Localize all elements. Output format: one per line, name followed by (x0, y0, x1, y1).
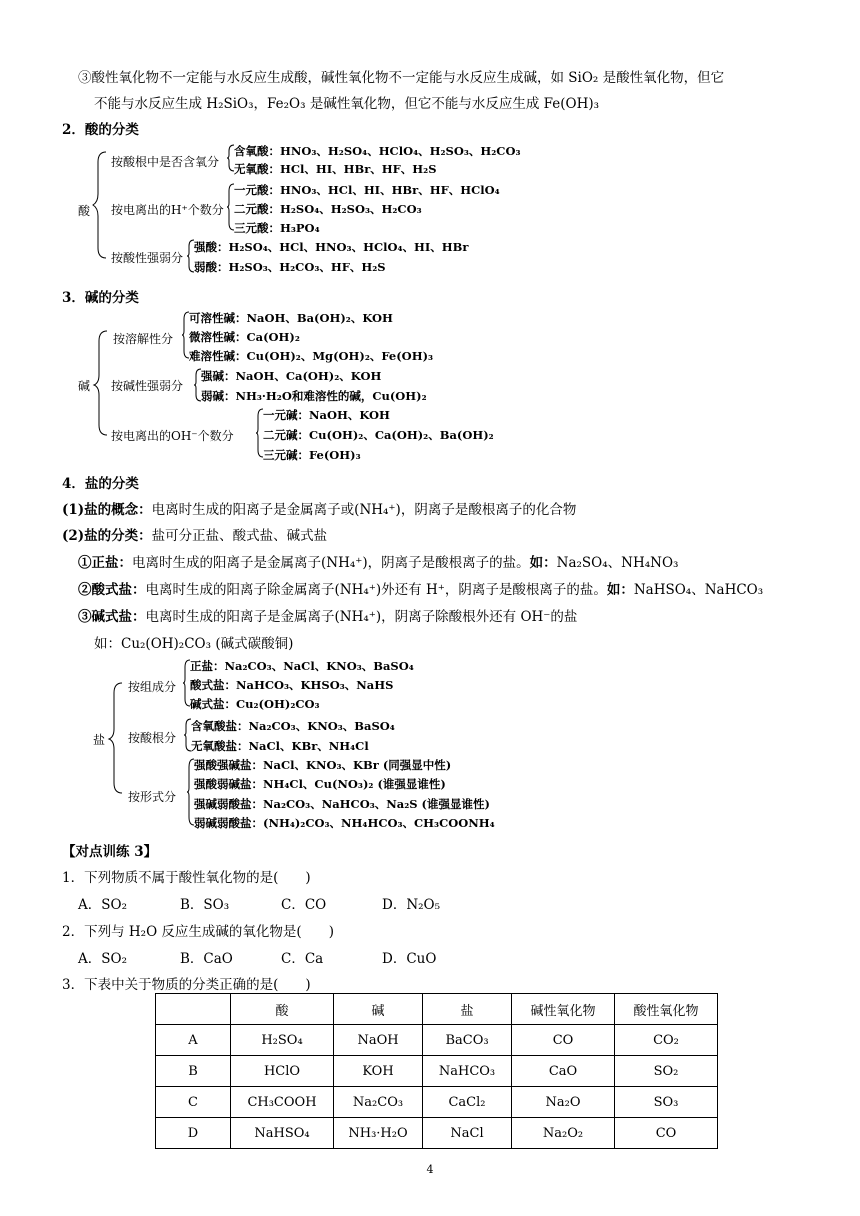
acid-strong: 强酸：H₂SO₄、HCl、HNO₃、HClO₄、HI、HBr (194, 240, 469, 254)
question-2: 2．下列与 H₂O 反应生成碱的氧化物是( ) (62, 924, 334, 940)
table-cell: NaHCO₃ (423, 1056, 512, 1087)
salt-normal (78, 551, 678, 571)
salt-cls-text: 盐可分正盐、酸式盐、碱式盐 (151, 528, 328, 544)
question-1: 1．下列物质不属于酸性氧化物的是( ) (62, 870, 311, 886)
intro-line-2: 不能与水反应生成 H₂SiO₃，Fe₂O₃ 是碱性氧化物，但它不能与水反应生成 Fe(OH)₃ (94, 96, 600, 112)
salt-normal-text: 电离时生成的阳离子是金属离子(NH₄⁺)，阴离子是酸根离子的盐。 (132, 555, 530, 571)
base-insoluble: 难溶性碱：Cu(OH)₂、Mg(OH)₂、Fe(OH)₃ (189, 349, 434, 363)
salt-group-acid-radical: 按酸根分 (128, 731, 177, 745)
salt-oxo-salts: 含氧酸盐：Na₂CO₃、KNO₃、BaSO₄ (191, 719, 395, 733)
acid-group-strength: 按酸性强弱分 (111, 251, 184, 265)
salt-acid-label: ②酸式盐： (78, 582, 146, 598)
table-header-cell: 盐 (423, 994, 512, 1025)
page-number: 4 (426, 1163, 434, 1176)
salt-root: 盐 (93, 733, 106, 747)
classification-table (155, 993, 718, 1149)
salt-strong-acid-strong-base: 强酸强碱盐：NaCl、KNO₃、KBr (同强显中性) (194, 758, 452, 772)
table-cell: HClO (231, 1056, 334, 1087)
table-cell: CO₂ (615, 1025, 718, 1056)
table-cell: CaCl₂ (423, 1087, 512, 1118)
salt-basic-text: 电离时生成的阳离子是金属离子(NH₄⁺)，阴离子除酸根外还有 OH⁻的盐 (145, 609, 578, 625)
q2-option-a[interactable]: A．SO₂ (78, 951, 127, 967)
table-cell: BaCO₃ (423, 1025, 512, 1056)
base-brace-main (93, 329, 113, 437)
table-cell: KOH (334, 1056, 423, 1087)
q1-option-c[interactable]: C．CO (281, 897, 327, 913)
salt-strong-acid-weak-base: 强酸弱碱盐：NH₄Cl、Cu(NO₃)₂ (谁强显谁性) (194, 777, 446, 791)
q2-option-d[interactable]: D．CuO (382, 951, 437, 967)
table-header-cell: 酸 (231, 994, 334, 1025)
base-monoacidic: 一元碱：NaOH、KOH (263, 408, 390, 422)
table-header-row (156, 994, 718, 1025)
table-cell: Na₂CO₃ (334, 1087, 423, 1118)
salt-classification (62, 524, 327, 544)
salt-heading: 4．盐的分类 (62, 476, 139, 492)
table-cell: Na₂O₂ (512, 1118, 615, 1149)
table-cell: CO (615, 1118, 718, 1149)
table-cell: B (156, 1056, 231, 1087)
intro-line-1: ③酸性氧化物不一定能与水反应生成酸，碱性氧化物不一定能与水反应生成碱，如 SiO₂ 是酸性氧化物，但它 (78, 70, 725, 86)
base-diacidic: 二元碱：Cu(OH)₂、Ca(OH)₂、Ba(OH)₂ (263, 428, 494, 442)
salt-basic-label: ③碱式盐： (78, 609, 146, 625)
table-cell: CH₃COOH (231, 1087, 334, 1118)
base-heading: 3．碱的分类 (62, 290, 139, 306)
base-root: 碱 (78, 379, 91, 393)
salt-weak-base-weak-acid: 弱碱弱酸盐：(NH₄)₂CO₃、NH₄HCO₃、CH₃COONH₄ (194, 816, 495, 830)
base-soluble: 可溶性碱：NaOH、Ba(OH)₂、KOH (189, 311, 393, 325)
acid-triprotic: 三元酸：H₃PO₄ (234, 221, 320, 235)
base-group-ohminus: 按电离出的OH⁻个数分 (111, 429, 234, 443)
acid-diprotic: 二元酸：H₂SO₄、H₂SO₃、H₂CO₃ (234, 202, 422, 216)
salt-acid-text: 电离时生成的阳离子除金属离子(NH₄⁺)外还有 H⁺，阴离子是酸根离子的盐。 (145, 582, 607, 598)
salt-concept-text: 电离时生成的阳离子是金属离子或(NH₄⁺)，阴离子是酸根离子的化合物 (151, 502, 577, 518)
salt-acid (78, 578, 763, 598)
q1-option-b[interactable]: B．SO₃ (180, 897, 230, 913)
base-group-strength: 按碱性强弱分 (111, 379, 184, 393)
table-header-cell: 酸性氧化物 (615, 994, 718, 1025)
table-row (156, 1087, 718, 1118)
salt-group-form: 按形式分 (128, 790, 177, 804)
table-cell: H₂SO₄ (231, 1025, 334, 1056)
salt-basic (78, 605, 577, 625)
table-row (156, 1025, 718, 1056)
q2-option-c[interactable]: C．Ca (281, 951, 324, 967)
table-cell: D (156, 1118, 231, 1149)
table-row (156, 1056, 718, 1087)
base-slightly-soluble: 微溶性碱：Ca(OH)₂ (189, 330, 300, 344)
acid-brace-main (92, 150, 112, 260)
question-3: 3．下表中关于物质的分类正确的是( ) (62, 977, 311, 993)
acid-heading: 2．酸的分类 (62, 122, 139, 138)
table-cell: Na₂O (512, 1087, 615, 1118)
salt-basic-salts: 碱式盐：Cu₂(OH)₂CO₃ (190, 697, 320, 711)
table-cell: CO (512, 1025, 615, 1056)
acid-group-hplus: 按电离出的H⁺个数分 (111, 203, 224, 217)
table-cell: CaO (512, 1056, 615, 1087)
acid-root: 酸 (78, 204, 91, 218)
acid-monoprotic: 一元酸：HNO₃、HCl、HI、HBr、HF、HClO₄ (234, 183, 500, 197)
salt-group-composition: 按组成分 (128, 680, 177, 694)
salt-normal-ex: Na₂SO₄、NH₄NO₃ (556, 555, 679, 571)
table-cell: SO₂ (615, 1056, 718, 1087)
table-cell: NaCl (423, 1118, 512, 1149)
acid-group-oxygen: 按酸根中是否含氧分 (111, 155, 220, 169)
base-strong: 强碱：NaOH、Ca(OH)₂、KOH (201, 369, 382, 383)
salt-concept-label: (1)盐的概念： (62, 502, 152, 518)
salt-concept (62, 498, 576, 518)
base-group-solubility: 按溶解性分 (113, 332, 174, 346)
acid-oxo-acids: 含氧酸：HNO₃、H₂SO₄、HClO₄、H₂SO₃、H₂CO₃ (234, 144, 521, 158)
table-header-cell: 碱性氧化物 (512, 994, 615, 1025)
salt-normal-label: ①正盐： (78, 555, 132, 571)
salt-acid-salts: 酸式盐：NaHCO₃、KHSO₃、NaHS (190, 678, 394, 692)
salt-acid-ex-label: 如： (606, 582, 634, 598)
salt-normal-salts: 正盐：Na₂CO₃、NaCl、KNO₃、BaSO₄ (190, 659, 414, 673)
acid-non-oxo-acids: 无氧酸：HCl、HI、HBr、HF、H₂S (234, 162, 437, 176)
salt-basic-example: 如：Cu₂(OH)₂CO₃ (碱式碳酸铜) (94, 636, 294, 652)
q1-option-a[interactable]: A．SO₂ (78, 897, 127, 913)
salt-acid-ex: NaHSO₄、NaHCO₃ (633, 582, 764, 598)
q1-option-d[interactable]: D．N₂O₅ (382, 897, 441, 913)
acid-weak: 弱酸：H₂SO₃、H₂CO₃、HF、H₂S (194, 260, 386, 274)
table-cell: A (156, 1025, 231, 1056)
salt-strong-base-weak-acid: 强碱弱酸盐：Na₂CO₃、NaHCO₃、Na₂S (谁强显谁性) (194, 797, 490, 811)
salt-cls-label: (2)盐的分类： (62, 528, 152, 544)
table-header-cell (156, 994, 231, 1025)
table-cell: NaOH (334, 1025, 423, 1056)
base-weak: 弱碱：NH₃·H₂O和难溶性的碱，Cu(OH)₂ (201, 389, 427, 403)
table-header-cell: 碱 (334, 994, 423, 1025)
salt-non-oxo-salts: 无氧酸盐：NaCl、KBr、NH₄Cl (191, 739, 369, 753)
table-row (156, 1118, 718, 1149)
salt-normal-ex-label: 如： (529, 555, 557, 571)
q2-option-b[interactable]: B．CaO (180, 951, 233, 967)
table-cell: C (156, 1087, 231, 1118)
practice-heading: 【对点训练 3】 (62, 844, 158, 860)
table-cell: NaHSO₄ (231, 1118, 334, 1149)
table-cell: SO₃ (615, 1087, 718, 1118)
base-triacidic: 三元碱：Fe(OH)₃ (263, 448, 361, 462)
salt-brace-main (108, 681, 128, 795)
table-cell: NH₃·H₂O (334, 1118, 423, 1149)
